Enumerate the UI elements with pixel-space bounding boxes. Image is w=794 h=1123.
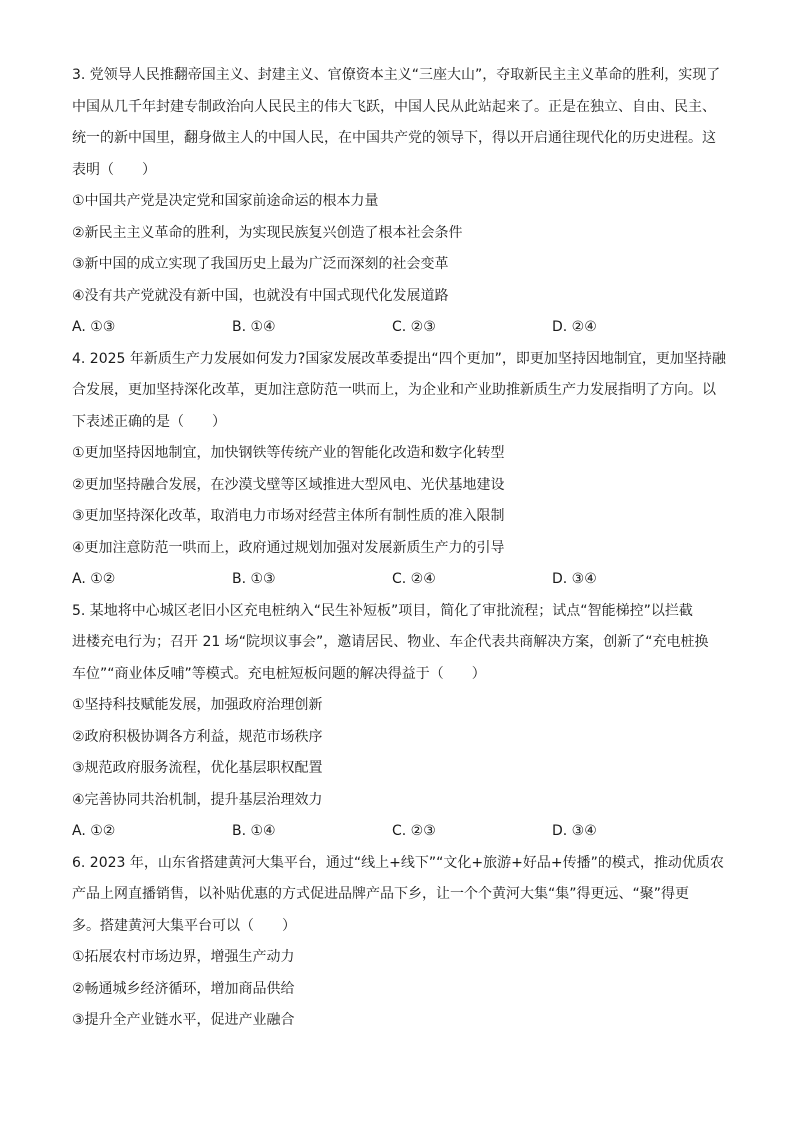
option-a: A. ①② [72, 571, 116, 587]
option-d: D. ③④ [552, 823, 597, 839]
exam-page [72, 60, 724, 1037]
statement-item: ③提升全产业链水平，促进产业融合 [72, 1012, 295, 1028]
question-stem-line: 表明（ ） [72, 161, 156, 178]
question-stem-line: 多。搭建黄河大集平台可以（ ） [72, 917, 296, 934]
statement-item: ③规范政府服务流程，优化基层职权配置 [72, 760, 323, 776]
answer-options [72, 312, 724, 344]
statement-item: ③新中国的成立实现了我国历史上最为广泛而深刻的社会变革 [72, 256, 449, 272]
option-d: D. ②④ [552, 319, 597, 335]
question-stem-line: 合发展，更加坚持深化改革，更加注意防范一哄而上，为企业和产业助推新质生产力发展指明了方向。以 [72, 382, 716, 398]
answer-options [72, 816, 724, 848]
statement-item: ①坚持科技赋能发展，加强政府治理创新 [72, 697, 323, 713]
question-stem-line: 6. 2023 年，山东省搭建黄河大集平台，通过“线上+线下”“文化+旅游+好品+传播”的模式，推动优质农 [72, 854, 724, 871]
question-stem-line: 统一的新中国里，翻身做主人的中国人民，在中国共产党的领导下，得以开启通往现代化的历史进程。这 [72, 130, 716, 146]
option-c: C. ②④ [392, 571, 436, 587]
option-c: C. ②③ [392, 319, 436, 335]
statement-item: ④完善协同共治机制，提升基层治理效力 [72, 791, 323, 808]
question-5 [72, 596, 724, 848]
statement-item: ②政府积极协调各方利益，规范市场秩序 [72, 728, 323, 745]
statement-item: ②畅通城乡经济循环，增加商品供给 [72, 980, 295, 997]
question-stem-line: 进楼充电行为；召开 21 场“院坝议事会”，邀请居民、物业、车企代表共商解决方案，创新了“充电桩换 [72, 634, 709, 650]
question-stem-line: 3. 党领导人民推翻帝国主义、封建主义、官僚资本主义“三座大山”，夺取新民主主义革命的胜利，实现了 [72, 67, 721, 83]
statement-item: ①中国共产党是决定党和国家前途命运的根本力量 [72, 193, 379, 209]
statement-item: ③更加坚持深化改革，取消电力市场对经营主体所有制性质的准入限制 [72, 508, 505, 524]
question-4 [72, 344, 724, 596]
option-c: C. ②③ [392, 823, 436, 839]
statement-item: ④更加注意防范一哄而上，政府通过规划加强对发展新质生产力的引导 [72, 539, 505, 556]
question-stem-line: 车位”“商业体反哺”等模式。充电桩短板问题的解决得益于（ ） [72, 665, 486, 682]
statement-item: ④没有共产党就没有新中国，也就没有中国式现代化发展道路 [72, 287, 449, 304]
question-stem-line: 5. 某地将中心城区老旧小区充电桩纳入“民生补短板”项目，简化了审批流程；试点“智能梯控”以拦截 [72, 602, 693, 619]
question-stem-line: 下表述正确的是（ ） [72, 413, 226, 430]
question-stem-line: 4. 2025 年新质生产力发展如何发力?国家发展改革委提出“四个更加”，即更加坚持因地制宜，更加坚持融 [72, 350, 726, 367]
option-b: B. ①④ [232, 823, 276, 839]
option-b: B. ①③ [232, 571, 276, 587]
option-a: A. ①② [72, 823, 116, 839]
question-stem-line: 产品上网直播销售，以补贴优惠的方式促进品牌产品下乡，让一个个黄河大集“集”得更远、“聚”得更 [72, 886, 690, 902]
question-3 [72, 60, 724, 344]
option-b: B. ①④ [232, 319, 276, 335]
question-stem-line: 中国从几千年封建专制政治向人民民主的伟大飞跃，中国人民从此站起来了。正是在独立、自由、民主、 [72, 98, 716, 115]
statement-item: ①更加坚持因地制宜，加快钢铁等传统产业的智能化改造和数字化转型 [72, 445, 505, 461]
option-a: A. ①③ [72, 319, 116, 335]
statement-item: ①拓展农村市场边界，增强生产动力 [72, 949, 295, 965]
answer-options [72, 564, 724, 596]
option-d: D. ③④ [552, 571, 597, 587]
question-6 [72, 848, 724, 1037]
statement-item: ②更加坚持融合发展，在沙漠戈壁等区域推进大型风电、光伏基地建设 [72, 476, 505, 493]
statement-item: ②新民主主义革命的胜利，为实现民族复兴创造了根本社会条件 [72, 224, 463, 241]
